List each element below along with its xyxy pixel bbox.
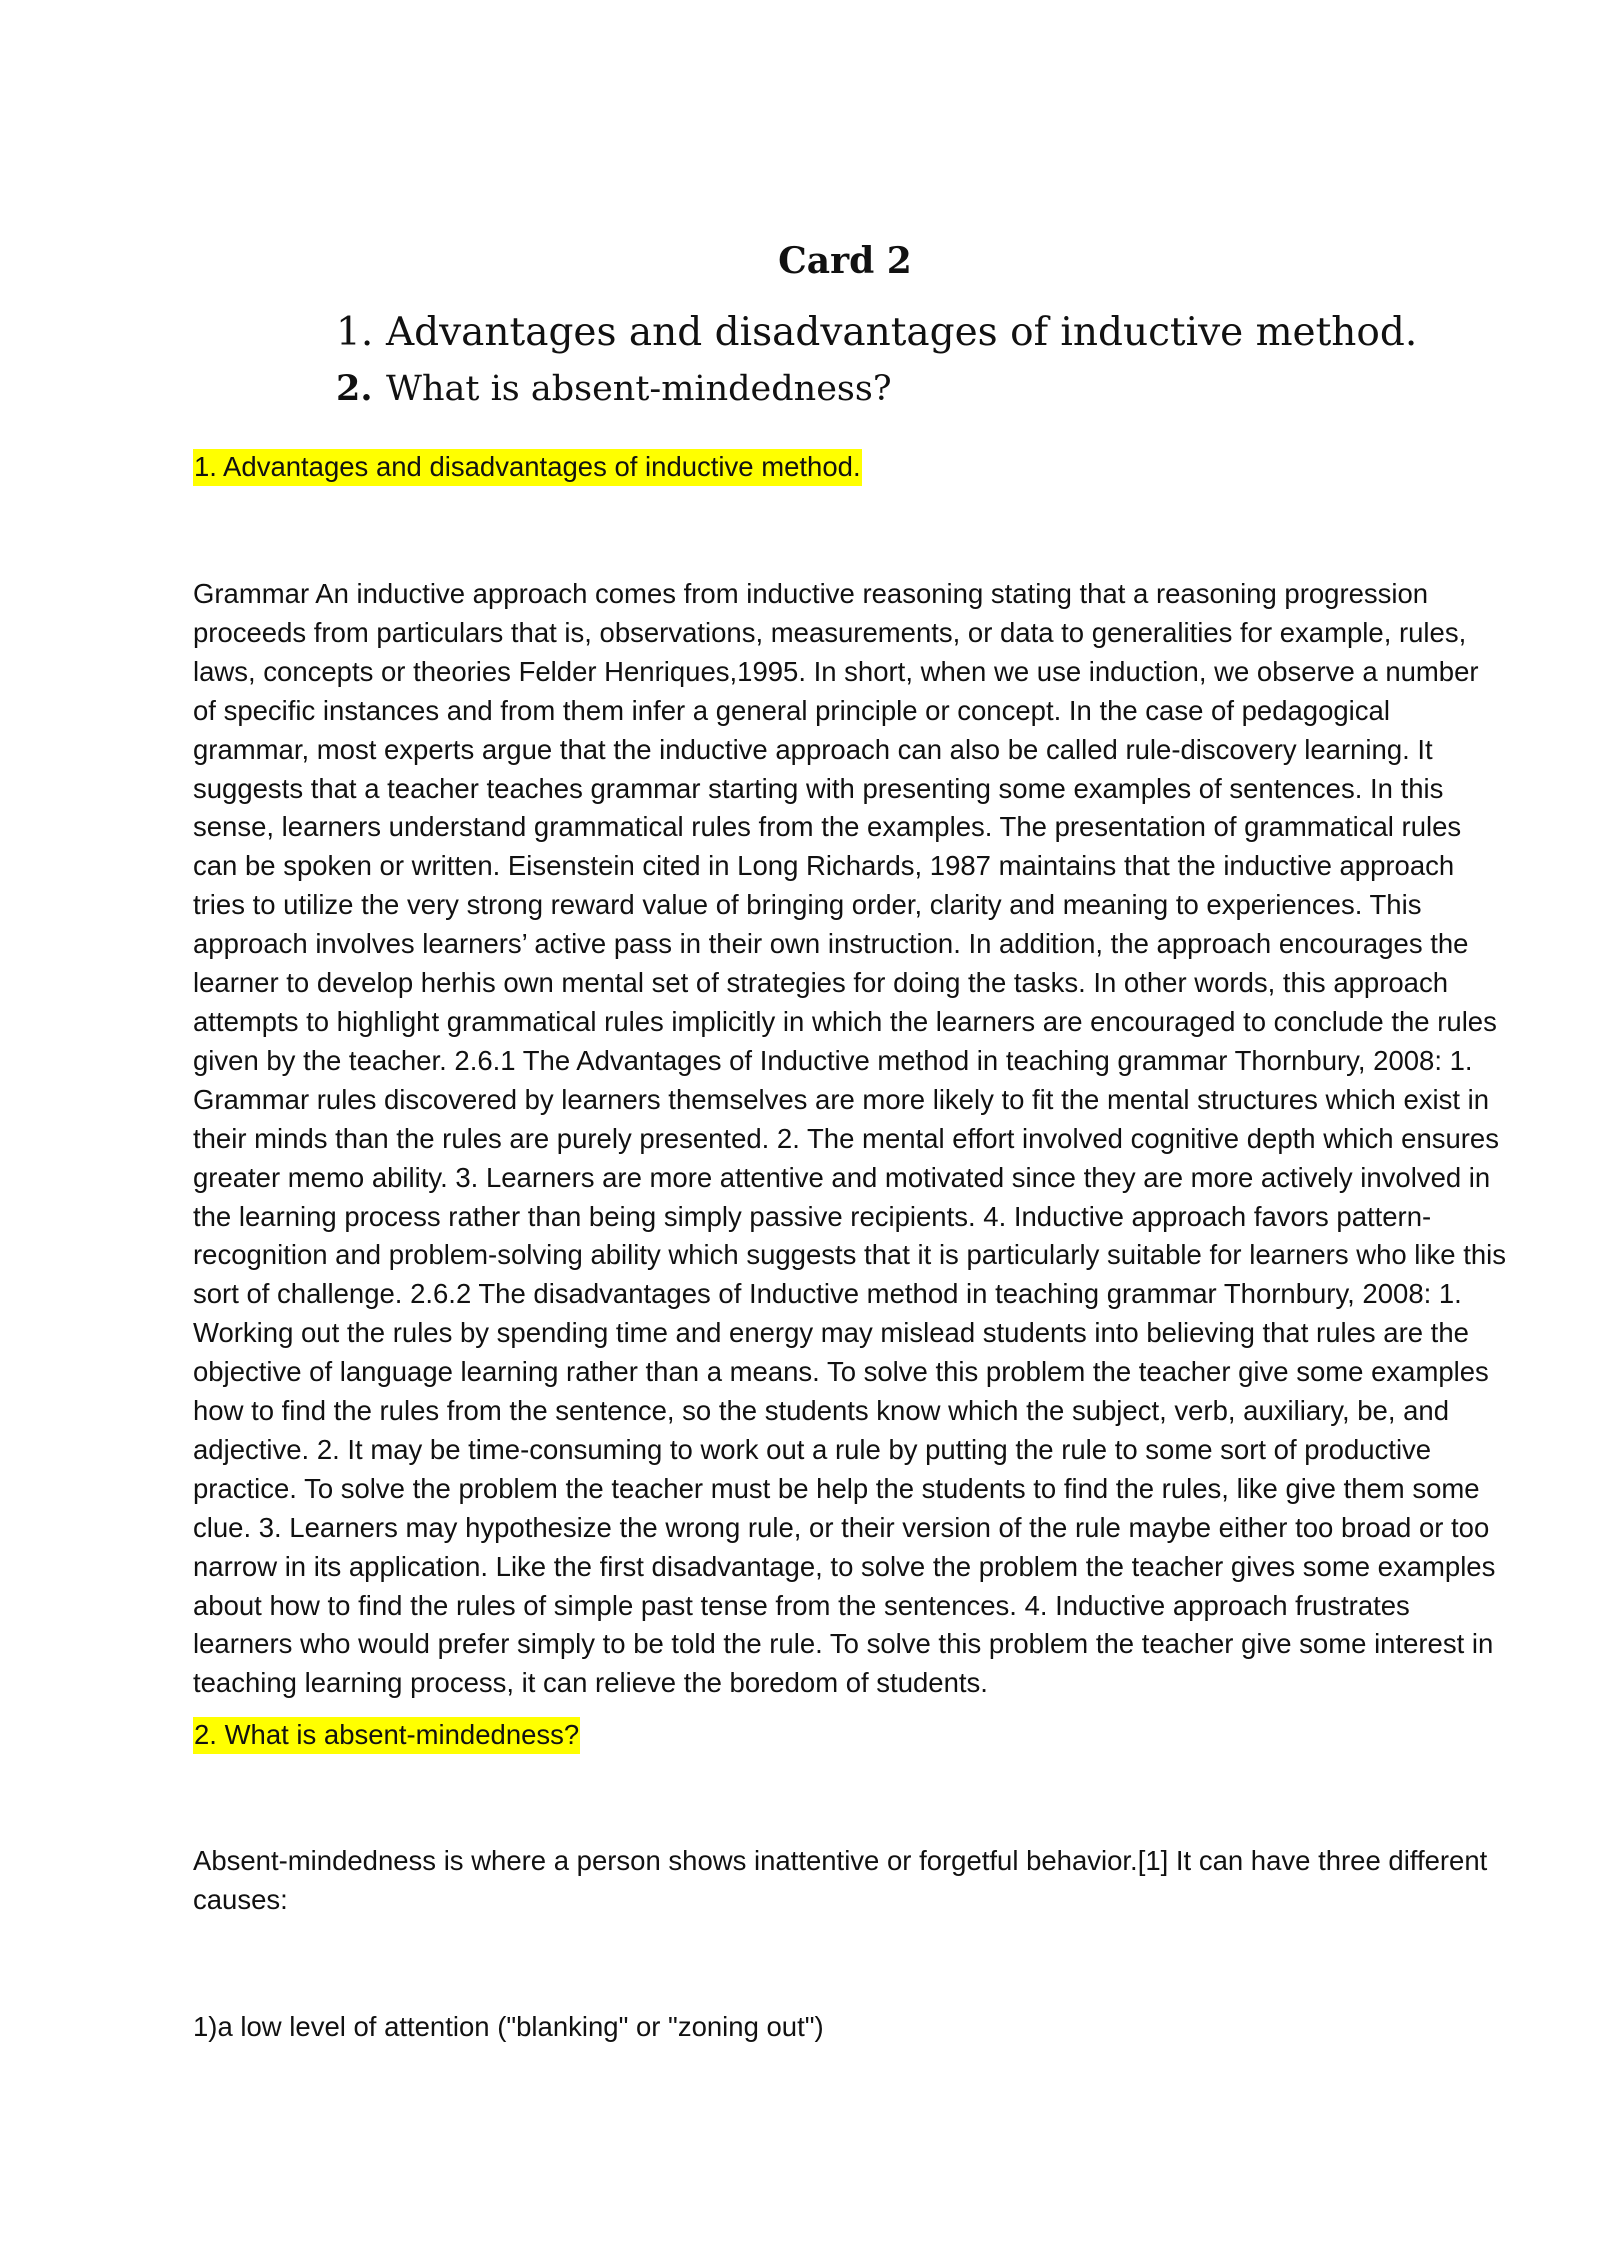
section2-heading-highlight: 2. What is absent-mindedness? [193,1717,580,1754]
question-item [336,368,1536,420]
question-list [336,310,1536,420]
card-title: Card 2 [778,240,912,282]
section1-paragraph: Grammar An inductive approach comes from inductive reasoning stating that a reasoning progression proceeds from particulars that is, observations, measurements, or data to generalities for example, rules, laws, concepts or theories Felder Henriques,1995. In short, when we use induction, we observe a number of specific instances and from them infer a general principle or concept. In the case of pedagogical grammar, most experts argue that the inductive approach can also be called rule-discovery learning. It suggests that a teacher teaches grammar starting with presenting some examples of sentences. In this sense, learners understand grammatical rules from the examples. The presentation of grammatical rules can be spoken or written. Eisenstein cited in Long Richards, 1987 maintains that the inductive approach tries to utilize the very strong reward value of bringing order, clarity and meaning to experiences. This approach involves learners’ active pass in their own instruction. In addition, the approach encourages the learner to develop herhis own mental set of strategies for doing the tasks. In other words, this approach attempts to highlight grammatical rules implicitly in which the learners are encouraged to conclude the rules given by the teacher. 2.6.1 The Advantages of Inductive method in teaching grammar Thornbury, 2008: 1. Grammar rules discovered by learners themselves are more likely to fit the mental structures which exist in their minds than the rules are purely presented. 2. The mental effort involved cognitive depth which ensures greater memo ability. 3. Learners are more attentive and motivated since they are more actively involved in the learning process rather than being simply passive recipients. 4. Inductive approach favors pattern-recognition and problem-solving ability which suggests that it is particularly suitable for learners who like this sort of challenge. 2.6.2 The disadvantages of Inductive method in teaching grammar Thornbury, 2008: 1. Working out the rules by spending time and energy may mislead students into believing that rules are the objective of language learning rather than a means. To solve this problem the teacher give some examples how to find the rules from the sentence, so the students know which the subject, verb, auxiliary, be, and adjective. 2. It may be time-consuming to work out a rule by putting the rule to some sort of productive practice. To solve the problem the teacher must be help the students to find the rules, like give them some clue. 3. Learners may hypothesize the wrong rule, or their version of the rule maybe either too broad or too narrow in its application. Like the first disadvantage, to solve the problem the teacher gives some examples about how to find the rules of simple past tense from the sentences. 4. Inductive approach frustrates learners who would prefer simply to be told the rule. To solve this problem the teacher give some interest in teaching learning process, it can relieve the boredom of students. [193,578,1506,1699]
question-text: What is absent-mindedness? [386,369,892,409]
question-text: Advantages and disadvantages of inductive method. [386,310,1418,355]
section1-heading [193,448,1508,487]
section2-heading [193,1716,1508,1755]
question-number: 2. [336,368,373,409]
cause-item: 1)a low level of attention ("blanking" or "zoning out") [193,2011,824,2042]
question-item [336,310,1536,368]
section1-heading-highlight: 1. Advantages and disadvantages of inductive method. [193,449,862,486]
section2-paragraph: Absent-mindedness is where a person shows inattentive or forgetful behavior.[1] It can have three different causes: [193,1845,1488,1915]
question-number: 1. [336,310,374,355]
